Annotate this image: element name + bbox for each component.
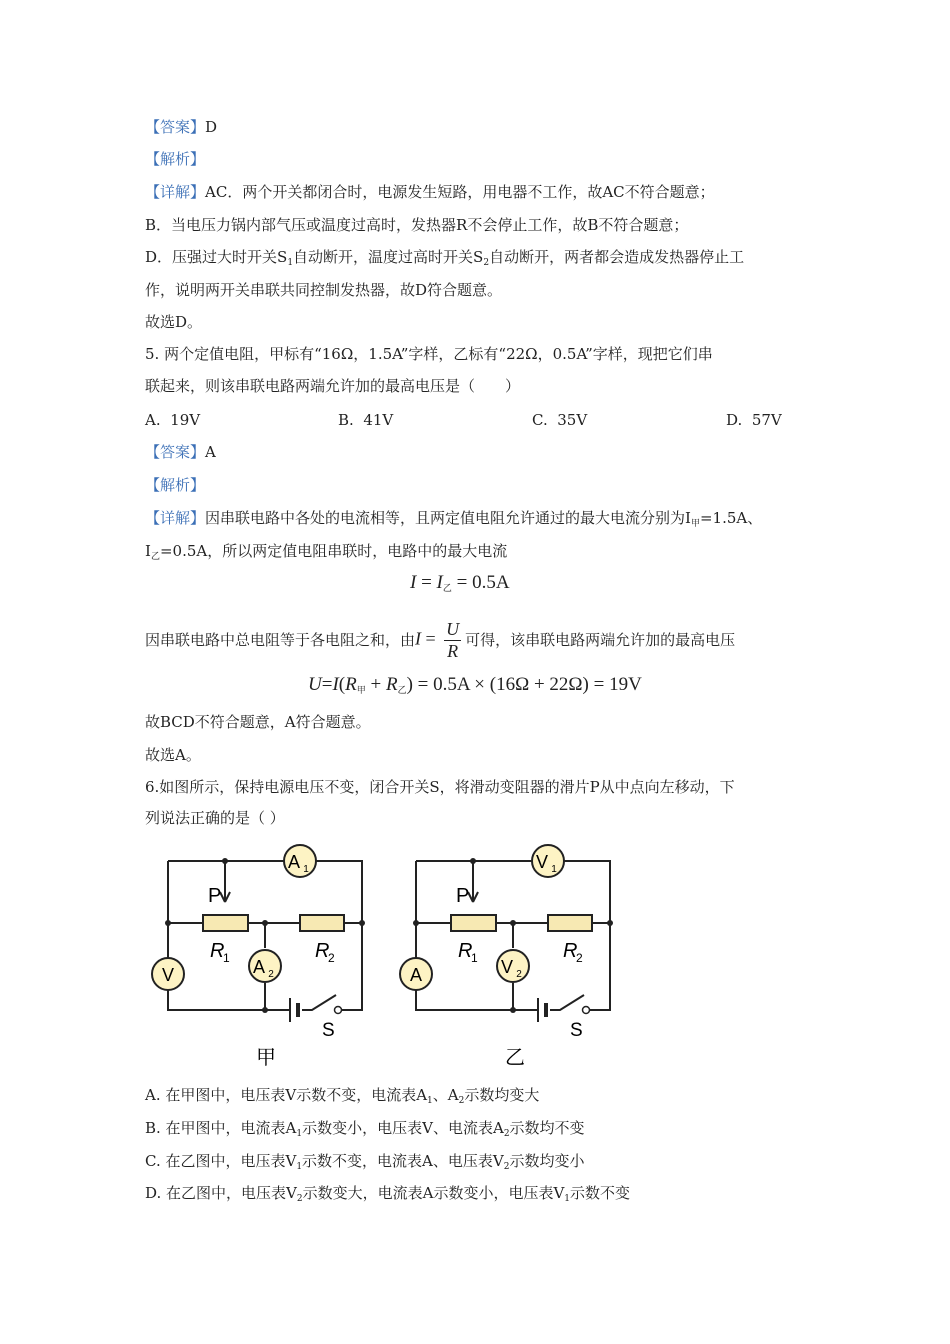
f1-eq: =: [416, 572, 437, 593]
opt-text: 示数均变小: [509, 1152, 585, 1170]
voltmeter-v1-yi: [532, 845, 564, 877]
switch-label-s: S: [322, 1020, 335, 1041]
slider-label-p: P: [456, 885, 470, 907]
q4-line3-sub2: 2: [483, 258, 490, 268]
q5-detail2-sub: 乙: [150, 552, 160, 562]
option-label: D.: [726, 411, 743, 429]
q5-detail-line-1: [145, 508, 762, 534]
q4-line3-b: 自动断开，温度过高时开关S: [293, 248, 484, 266]
ammeter-a2-jia: [249, 950, 281, 982]
q4-line3-c: 自动断开，两者都会造成发热器停止工: [489, 248, 745, 266]
opt-sub: 1: [296, 1162, 303, 1172]
q4-line3-sub1: 1: [287, 258, 294, 268]
option-text: 41V: [363, 411, 394, 429]
circuit-yi-wires: [416, 861, 610, 1010]
q5-detail-line-2: [145, 541, 507, 567]
opt-text: B. 在甲图中，电流表A: [145, 1119, 297, 1137]
resistor-r2-yi: [548, 915, 592, 931]
opt-text: A. 在甲图中，电压表V示数不变，电流表A: [145, 1086, 428, 1104]
frac-u: U: [446, 618, 460, 639]
q6-option-c: [145, 1151, 584, 1177]
option-label: A.: [145, 411, 161, 429]
frac-den: [444, 641, 461, 662]
r2-subscript: 2: [328, 951, 335, 965]
frac-num: [444, 619, 461, 641]
meter-letter: V: [500, 957, 514, 977]
meter-letter: V: [161, 965, 175, 985]
battery-yi: [538, 998, 546, 1022]
q5-conclusion-1: 故BCD不符合题意，A符合题意。: [145, 713, 371, 731]
switch-label-s: S: [570, 1020, 583, 1041]
ohm-law: [415, 619, 465, 662]
opt-sub: 1: [296, 1129, 303, 1139]
q4-line3-a: D．压强过大时开关S: [145, 248, 288, 266]
opt-sub: 1: [427, 1096, 433, 1106]
f2-sub2: 乙: [397, 685, 407, 695]
opt-text: 示数不变: [570, 1184, 631, 1202]
q4-detail-line-3: [145, 247, 744, 273]
opt-sub: 2: [296, 1194, 303, 1204]
slider-label-p: P: [208, 885, 222, 907]
q5-option-a: [145, 410, 200, 430]
q5-stem-line-1: 5. 两个定值电阻，甲标有“16Ω，1.5A”字样，乙标有“22Ω，0.5A”字样，现把它们串: [145, 345, 713, 363]
caption-yi: 乙: [505, 1047, 525, 1069]
r2-label: R: [563, 940, 578, 962]
f1-right: = 0.5A: [451, 572, 510, 593]
opt-sub: 2: [458, 1096, 465, 1106]
r1-label: R: [458, 940, 473, 962]
opt-text: D. 在乙图中，电压表V: [145, 1184, 297, 1202]
q4-answer-line: [145, 117, 217, 137]
voltmeter-v2-yi: [497, 950, 529, 982]
q6-stem-line-2: 列说法正确的是（ ）: [145, 809, 285, 827]
circuit-jia-wires: [168, 861, 362, 1010]
resistor-r2-jia: [300, 915, 344, 931]
meter-subscript: 1: [551, 864, 557, 875]
detail-tag: 【详解】: [145, 509, 206, 527]
ohm-i: I: [415, 628, 422, 649]
f1-left: I: [410, 572, 417, 593]
q5-formula-current: [410, 572, 510, 594]
ohm-eq: =: [421, 628, 441, 649]
opt-text: C. 在乙图中，电压表V: [145, 1152, 297, 1170]
q6-option-a: [145, 1085, 539, 1111]
option-label: C.: [532, 411, 548, 429]
f2-sub1: 甲: [356, 685, 366, 695]
ohm-fraction: [444, 619, 461, 662]
option-label: B.: [338, 411, 354, 429]
q6-stem-line-1: 6.如图所示，保持电源电压不变，闭合开关S，将滑动变阻器的滑片P从中点向左移动，下: [145, 778, 735, 796]
option-text: 57V: [751, 411, 782, 429]
q5-detail1-sub: 甲: [690, 519, 700, 529]
meter-subscript: 2: [516, 969, 522, 980]
q5-detail2-b: =0.5A，所以两定值电阻串联时，电路中的最大电流: [159, 542, 508, 560]
f2-i: I: [332, 674, 339, 695]
caption-jia: 甲: [256, 1047, 276, 1069]
r2-label: R: [315, 940, 330, 962]
f2-r2: R: [385, 674, 398, 695]
circuit-figure: [140, 840, 620, 1075]
q5-analysis-tag: 【解析】: [145, 476, 206, 494]
option-text: 19V: [170, 411, 201, 429]
meter-letter: A: [409, 965, 423, 985]
q4-analysis-tag: 【解析】: [145, 150, 206, 168]
opt-sub: 1: [564, 1194, 571, 1204]
q5-detail3-a: 因串联电路中总电阻等于各电阻之和，由: [145, 631, 416, 649]
q4-detail-line-2: B．当电压力锅内部气压或温度过高时，发热器R不会停止工作，故B不符合题意；: [145, 216, 689, 234]
meter-letter: A: [252, 957, 266, 977]
f2-u: U: [308, 674, 322, 695]
q5-detail-line-3: [145, 618, 735, 662]
battery-jia: [290, 998, 298, 1022]
f2-eq: =: [321, 674, 333, 695]
f2-paren: (: [338, 674, 346, 695]
q4-conclusion: 故选D。: [145, 313, 203, 331]
opt-text: 示数变大，电流表A示数变小，电压表V: [302, 1184, 565, 1202]
q5-option-c: [532, 410, 587, 430]
q6-option-b: [145, 1118, 585, 1144]
q5-option-b: [338, 410, 393, 430]
q4-detail-text-1: AC．两个开关都闭合时，电源发生短路，用电器不工作，故AC不符合题意；: [205, 183, 715, 201]
opt-text: 示数变小，电压表V、电流表A: [302, 1119, 504, 1137]
frac-r: R: [447, 640, 459, 661]
meter-letter: A: [287, 852, 301, 872]
switch-contact-yi: [583, 1007, 590, 1014]
opt-text: 、A: [432, 1086, 459, 1104]
f1-sub: 乙: [442, 583, 452, 593]
q5-stem-line-2: 联起来，则该串联电路两端允许加的最高电压是（ ）: [145, 377, 521, 395]
resistor-r1-jia: [203, 915, 248, 931]
f2-plus: +: [365, 674, 386, 695]
opt-sub: 2: [503, 1129, 510, 1139]
opt-text: 示数均不变: [509, 1119, 585, 1137]
opt-sub: 2: [503, 1162, 510, 1172]
q5-detail3-b: 可得，该串联电路两端允许加的最高电压: [465, 631, 736, 649]
q5-answer-line: [145, 442, 216, 462]
answer-value: D: [205, 118, 218, 136]
q5-detail1-b: =1.5A、: [699, 509, 763, 527]
q6-option-d: [145, 1183, 630, 1209]
q5-conclusion-2: 故选A。: [145, 746, 201, 764]
q5-detail2-a: I: [145, 542, 151, 560]
r1-subscript: 1: [471, 951, 478, 965]
r1-label: R: [210, 940, 225, 962]
q5-detail1-a: 因串联电路中各处的电流相等，且两定值电阻允许通过的最大电流分别为I: [205, 509, 691, 527]
answer-value: A: [205, 443, 216, 461]
detail-tag: 【详解】: [145, 183, 206, 201]
resistor-r1-yi: [451, 915, 496, 931]
r1-subscript: 1: [223, 951, 230, 965]
switch-contact-jia: [335, 1007, 342, 1014]
option-text: 35V: [557, 411, 588, 429]
ammeter-a1-jia: [284, 845, 316, 877]
f1-i: I: [436, 572, 443, 593]
answer-tag: 【答案】: [145, 118, 206, 136]
voltmeter-v-jia: [152, 958, 184, 990]
q4-detail-line-4: 作，说明两开关串联共同控制发热器，故D符合题意。: [145, 281, 503, 299]
q5-formula-voltage: [308, 674, 642, 696]
ammeter-a-yi: [400, 958, 432, 990]
meter-subscript: 2: [268, 969, 274, 980]
r2-subscript: 2: [576, 951, 583, 965]
f2-r1: R: [345, 674, 357, 695]
answer-tag: 【答案】: [145, 443, 206, 461]
q5-option-d: [726, 410, 782, 430]
f2-rest: ) = 0.5A × (16Ω + 22Ω) = 19V: [406, 674, 642, 695]
meter-subscript: 1: [303, 864, 309, 875]
opt-text: 示数均变大: [464, 1086, 540, 1104]
meter-letter: V: [535, 852, 549, 872]
q4-detail-line-1: [145, 182, 715, 202]
opt-text: 示数不变，电流表A、电压表V: [302, 1152, 504, 1170]
